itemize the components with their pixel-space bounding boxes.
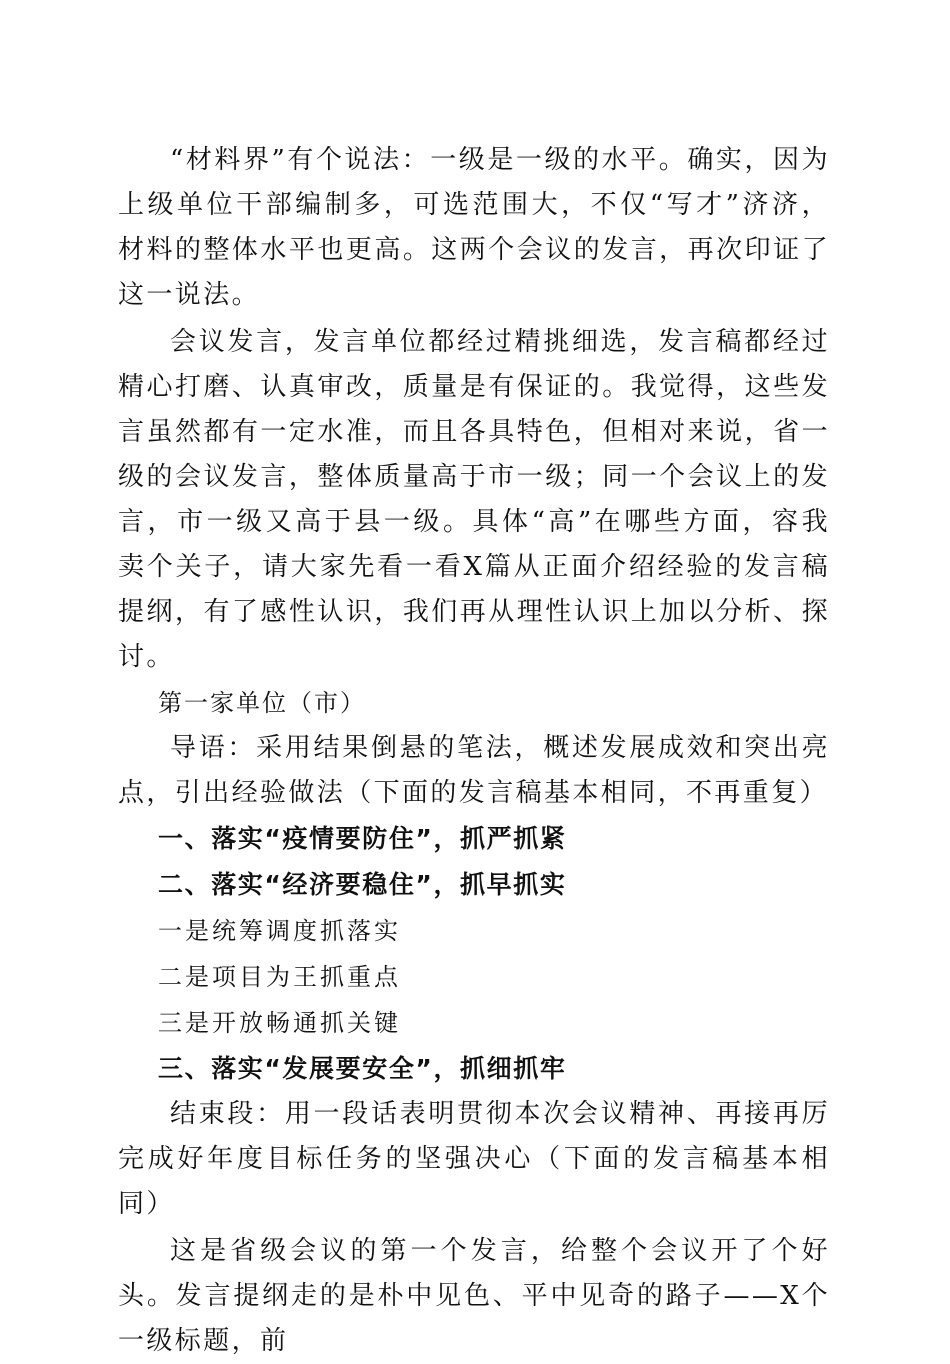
outline-subitem-1: 一是统筹调度抓落实	[158, 917, 401, 945]
outline-heading-3: 三、落实“发展要安全”，抓细抓牢	[158, 1054, 567, 1083]
document-body	[118, 138, 830, 1364]
outline-heading-1: 一、落实“疫情要防住”，抓严抓紧	[158, 824, 567, 853]
outline-subitem-3: 三是开放畅通抓关键	[158, 1009, 401, 1037]
paragraph-intro-saying: “材料界”有个说法：一级是一级的水平。确实，因为上级单位干部编制多，可选范围大，不仅“写才”济济，材料的整体水平也更高。这两个会议的发言，再次印证了这一说法。	[118, 145, 830, 310]
paragraph-ending: 结束段：用一段话表明贯彻本次会议精神、再接再厉完成好年度目标任务的坚强决心（下面的发言稿基本相同）	[118, 1099, 830, 1219]
paragraph-commentary: 这是省级会议的第一个发言，给整个会议开了个好头。发言提纲走的是朴中见色、平中见奇的路子——X个一级标题，前	[118, 1236, 830, 1356]
outline-subitem-2: 二是项目为王抓重点	[158, 963, 401, 991]
paragraph-lead-in: 导语：采用结果倒悬的笔法，概述发展成效和突出亮点，引出经验做法（下面的发言稿基本相同，不再重复）	[118, 733, 830, 808]
unit-title: 第一家单位（市）	[158, 689, 366, 717]
paragraph-meeting-speech: 会议发言，发言单位都经过精挑细选，发言稿都经过精心打磨、认真审改，质量是有保证的。我觉得，这些发言虽然都有一定水准，而且各具特色，但相对来说，省一级的会议发言，整体质量高于市一级；同一个会议上的发言，市一级又高于县一级。具体“高”在哪些方面，容我卖个关子，请大家先看一看X篇从正面介绍经验的发言稿提纲，有了感性认识，我们再从理性认识上加以分析、探讨。	[118, 327, 830, 672]
outline-heading-2: 二、落实“经济要稳住”，抓早抓实	[158, 870, 567, 899]
